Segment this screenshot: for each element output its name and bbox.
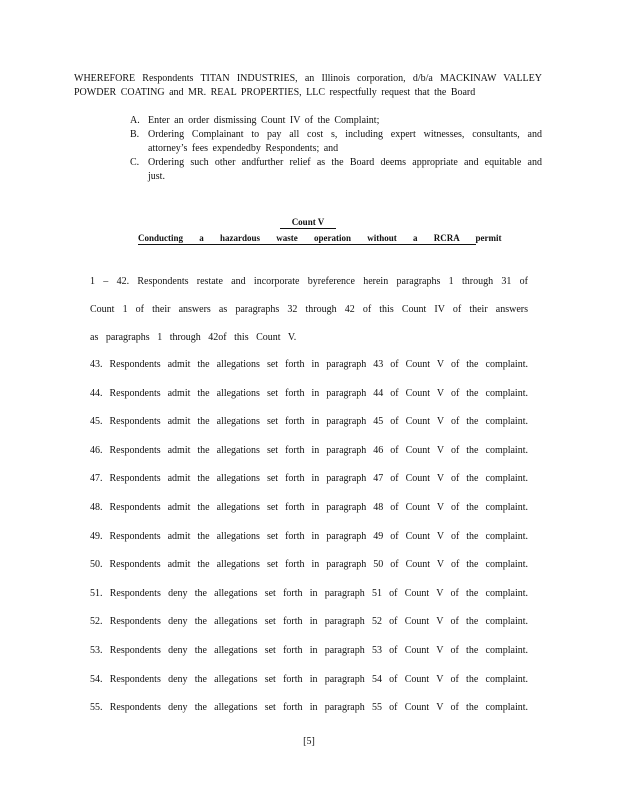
relief-letter: A. [130,115,140,126]
relief-letter: C. [130,157,140,168]
answer-line: 50. Respondents admit the allegations set forth in paragraph 50 of Count V of the complaint. [90,559,528,571]
wherefore-paragraph: WHEREFORE Respondents TITAN INDUSTRIES, an Illinois corporation, d/b/a MACKINAW VALLEY POWDER COATING and MR. REAL PROPERTIES, LLC respectfully request that the Board [74,73,542,98]
opening-paragraph: 1 – 42. Respondents restate and incorporate byreference herein paragraphs 1 through 31 of Count 1 of their answers as paragraphs 32 through 42 of this Count IV of their answers as paragraphs 1 through 42of this Count V. [90,276,528,343]
answer-line: 54. Respondents deny the allegations set forth in paragraph 54 of Count V of the complaint. [90,673,528,685]
page-number: [5] [303,736,315,747]
relief-text: Ordering Complainant to pay all cost s, including expert witnesses, consultants, and attorney’s fees expendedby Respondents; and [148,129,542,154]
answer-line: 48. Respondents admit the allegations set forth in paragraph 48 of Count V of the complaint. [90,501,528,513]
answer-line: 55. Respondents deny the allegations set forth in paragraph 55 of Count V of the complaint. [90,702,528,714]
relief-list [130,114,542,184]
answer-line: 47. Respondents admit the allegations set forth in paragraph 47 of Count V of the complaint. [90,473,528,485]
relief-item-c [130,156,542,184]
answer-line: 52. Respondents deny the allegations set forth in paragraph 52 of Count V of the complaint. [90,616,528,628]
relief-letter: B. [130,129,140,140]
count-heading: Count V [280,216,336,229]
relief-item-a [130,114,542,128]
count-subheading: Conducting a hazardous waste operation without a RCRA permit [138,233,502,243]
answer-line: 44. Respondents admit the allegations set forth in paragraph 44 of Count V of the complaint. [90,387,528,399]
answer-line: 51. Respondents deny the allegations set forth in paragraph 51 of Count V of the complaint. [90,587,528,599]
relief-text: Ordering such other andfurther relief as the Board deems appropriate and equitable and just. [148,157,542,182]
answer-line: 46. Respondents admit the allegations set forth in paragraph 46 of Count V of the complaint. [90,444,528,456]
answer-line: 45. Respondents admit the allegations set forth in paragraph 45 of Count V of the complaint. [90,416,528,428]
relief-text: Enter an order dismissing Count IV of the Complaint; [148,115,380,126]
relief-item-b [130,128,542,156]
answer-line: 43. Respondents admit the allegations set forth in paragraph 43 of Count V of the complaint. [90,359,528,370]
answer-line: 49. Respondents admit the allegations set forth in paragraph 49 of Count V of the complaint. [90,530,528,542]
answer-line: 53. Respondents deny the allegations set forth in paragraph 53 of Count V of the complaint. [90,644,528,656]
answer-list [90,351,528,723]
